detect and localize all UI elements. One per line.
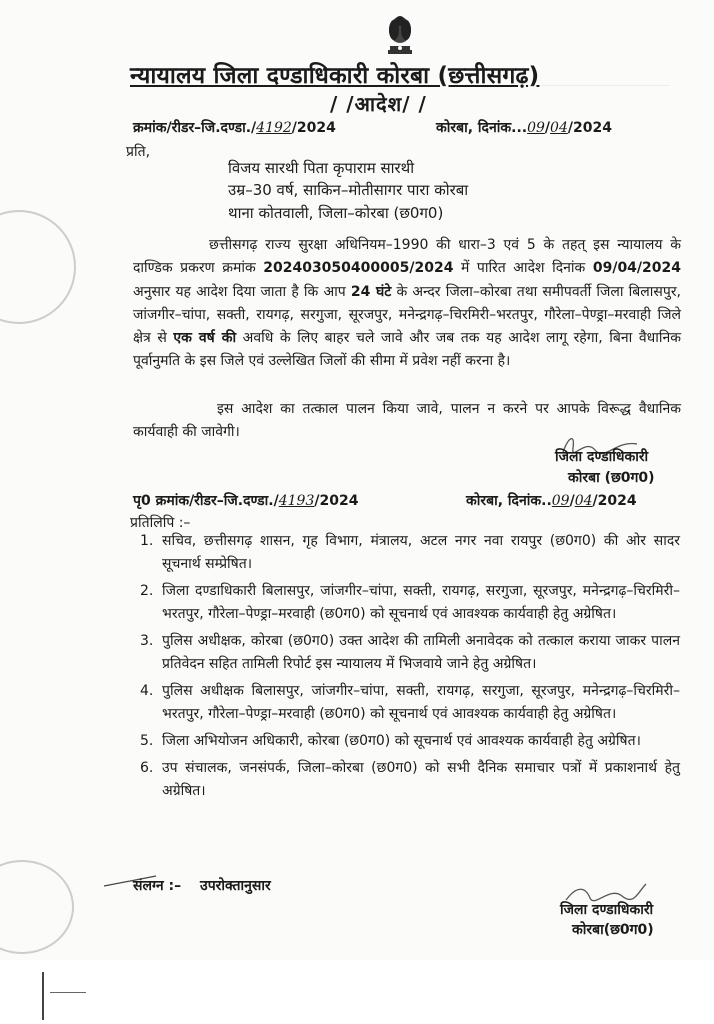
enclosure-underline	[100, 870, 160, 892]
list-item-text: सचिव, छत्तीसगढ़ शासन, गृह विभाग, मंत्रालय, अटल नगर नवा रायपुर (छ0ग0) की ओर सादर सूचनार्थ सम्प्रेषित।	[162, 533, 680, 572]
ref1-place-date-label: कोरबा, दिनांक...	[436, 120, 528, 136]
recipient-line-3: थाना कोतवाली, जिला–कोरबा (छ0ग0)	[228, 204, 444, 222]
ref2-number: 4193	[278, 493, 315, 509]
p1-text-e: अवधि के लिए बाहर चले जावे और जब तक यह आदेश लागू रहेगा, बिना वैधानिक पूर्वानुमति के इस जिले एवं उल्लेखित जिलों की सीमा में प्रवेश नहीं करना है।	[133, 330, 682, 370]
hours-deadline: 24 घंटे	[350, 283, 392, 300]
p1-text-b: में पारित आदेश दिनांक	[453, 260, 593, 277]
list-item	[140, 530, 680, 576]
list-item-text: पुलिस अधीक्षक बिलासपुर, जांजगीर–चांपा, सक्ती, रायगढ़, सरगुजा, सूरजपुर, मनेन्द्रगढ़–चिरमिरी–भरतपुर, गौरेला–पेण्ड्रा–मरवाही (छ0ग0) को सूचनार्थ एवं आवश्यक कार्यवाही हेतु अग्रेषित।	[162, 683, 680, 722]
list-item-number: 3.	[140, 633, 154, 649]
order-heading: / /आदेश/ /	[330, 92, 427, 116]
list-item-number: 6.	[140, 760, 154, 776]
list-item-number: 4.	[140, 683, 154, 699]
enclosure-value: उपरोक्तानुसार	[200, 878, 271, 894]
order-paragraph-2: इस आदेश का तत्काल पालन किया जावे, पालन न करने पर आपके विरूद्ध वैधानिक कार्यवाही की जावेगी।	[133, 401, 681, 441]
list-item-text: उप संचालक, जनसंपर्क, जिला–कोरबा (छ0ग0) को सभी दैनिक समाचार पत्रों में प्रकाशनार्थ हेतु अग्रेषित।	[162, 760, 680, 799]
list-item	[140, 630, 680, 676]
list-item	[140, 757, 680, 803]
list-item-number: 1.	[140, 533, 154, 549]
ref1-prefix: क्रमांक/रीडर–जि.दण्डा./	[133, 120, 257, 136]
list-item-number: 2.	[140, 583, 154, 599]
ref1-date-day: 09	[527, 120, 545, 136]
faded-seal-bottom-left	[0, 860, 74, 954]
prati-label: प्रति,	[126, 144, 151, 160]
margin-mark	[42, 972, 44, 1020]
ref1-number: 4192	[256, 120, 292, 136]
emblem-icon	[380, 12, 420, 56]
ref1-date-year: /2024	[567, 120, 612, 136]
list-item	[140, 730, 680, 753]
margin-mark	[50, 992, 86, 993]
one-year-period: एक वर्ष की	[173, 330, 237, 347]
list-item	[140, 680, 680, 726]
p1-text-c: अनुसार यह आदेश दिया जाता है कि आप	[133, 283, 351, 300]
signature-1-title: जिला दण्डाधिकारी	[555, 449, 649, 465]
order-paragraph-1	[133, 234, 681, 374]
ref1-date-sep: /	[544, 120, 551, 136]
reference-date-2	[466, 491, 637, 510]
list-item	[140, 580, 680, 626]
order-date: 09/04/2024	[592, 260, 681, 277]
list-item-text: पुलिस अधीक्षक, कोरबा (छ0ग0) उक्त आदेश की तामिली अनावेदक को तत्काल कराया जाकर पालन प्रतिवेदन सहित तामिली रिपोर्ट इस न्यायालय में भिजवाये जाने हेतु अग्रेषित।	[162, 633, 680, 672]
signature-1-place: कोरबा (छ0ग0)	[568, 470, 655, 486]
ref2-date-year: /2024	[592, 493, 637, 509]
recipient-line-2: उम्र–30 वर्ष, साकिन–मोतीसागर पारा कोरबा	[228, 181, 469, 199]
ref2-year: /2024	[314, 493, 359, 509]
case-number: 202403050400005/2024	[263, 260, 454, 277]
list-item-text: जिला दण्डाधिकारी बिलासपुर, जांजगीर–चांपा, सक्ती, रायगढ़, सरगुजा, सूरजपुर, मनेन्द्रगढ़–चिरमिरी–भरतपुर, गौरेला–पेण्ड्रा–मरवाही (छ0ग0) को सूचनार्थ एवं आवश्यक कार्यवाही हेतु अग्रेषित।	[162, 583, 680, 622]
list-item-text: जिला अभियोजन अधिकारी, कोरबा (छ0ग0) को सूचनार्थ एवं आवश्यक कार्यवाही हेतु अग्रेषित।	[162, 733, 641, 749]
p1-text-a: छत्तीसगढ़ राज्य सुरक्षा अधिनियम–1990 की धारा–3 एवं 5 के तहत् इस न्यायालय के दाण्डिक प्रकरण क्रमांक	[133, 237, 681, 277]
ref1-year: /2024	[291, 120, 336, 136]
ref2-prefix: पृ0 क्रमांक/रीडर–जि.दण्डा./	[133, 493, 279, 509]
ref2-date-sep: /	[569, 493, 575, 509]
list-item-number: 5.	[140, 733, 154, 749]
bleed-through-marks	[470, 85, 670, 206]
ref2-place-date-label: कोरबा, दिनांक..	[466, 493, 552, 509]
reference-date-1	[436, 118, 612, 137]
reference-line-2	[133, 491, 358, 510]
signature-2-title: जिला दण्डाधिकारी	[560, 902, 654, 918]
court-title: न्यायालय जिला दण्डाधिकारी कोरबा (छत्तीसगढ़)	[130, 63, 540, 89]
p1-text-d: के अन्दर जिला–कोरबा तथा समीपवर्ती जिला बिलासपुर, जांजगीर–चांपा, सक्ती, रायगढ़, सरगुजा, सूरजपुर, मनेन्द्रगढ़–चिरमिरी–भरतपुर, गौरेला–पेण्ड्रा–मरवाही जिले क्षेत्र से	[133, 283, 682, 347]
ref2-date-day: 09	[551, 493, 570, 509]
ref2-date-month: 04	[574, 493, 593, 509]
faded-seal-left	[0, 210, 76, 324]
copy-list	[140, 530, 680, 803]
copy-heading: प्रतिलिपि :–	[130, 515, 191, 531]
signature-2-place: कोरबा(छ0ग0)	[572, 922, 654, 938]
enclosure-label: संलग्न :–	[133, 878, 182, 894]
reference-line-1	[133, 118, 336, 137]
recipient-line-1: विजय सारथी पिता कृपाराम सारथी	[228, 159, 415, 177]
ref1-date-month: 04	[550, 120, 568, 136]
bottom-margin	[0, 960, 714, 1024]
